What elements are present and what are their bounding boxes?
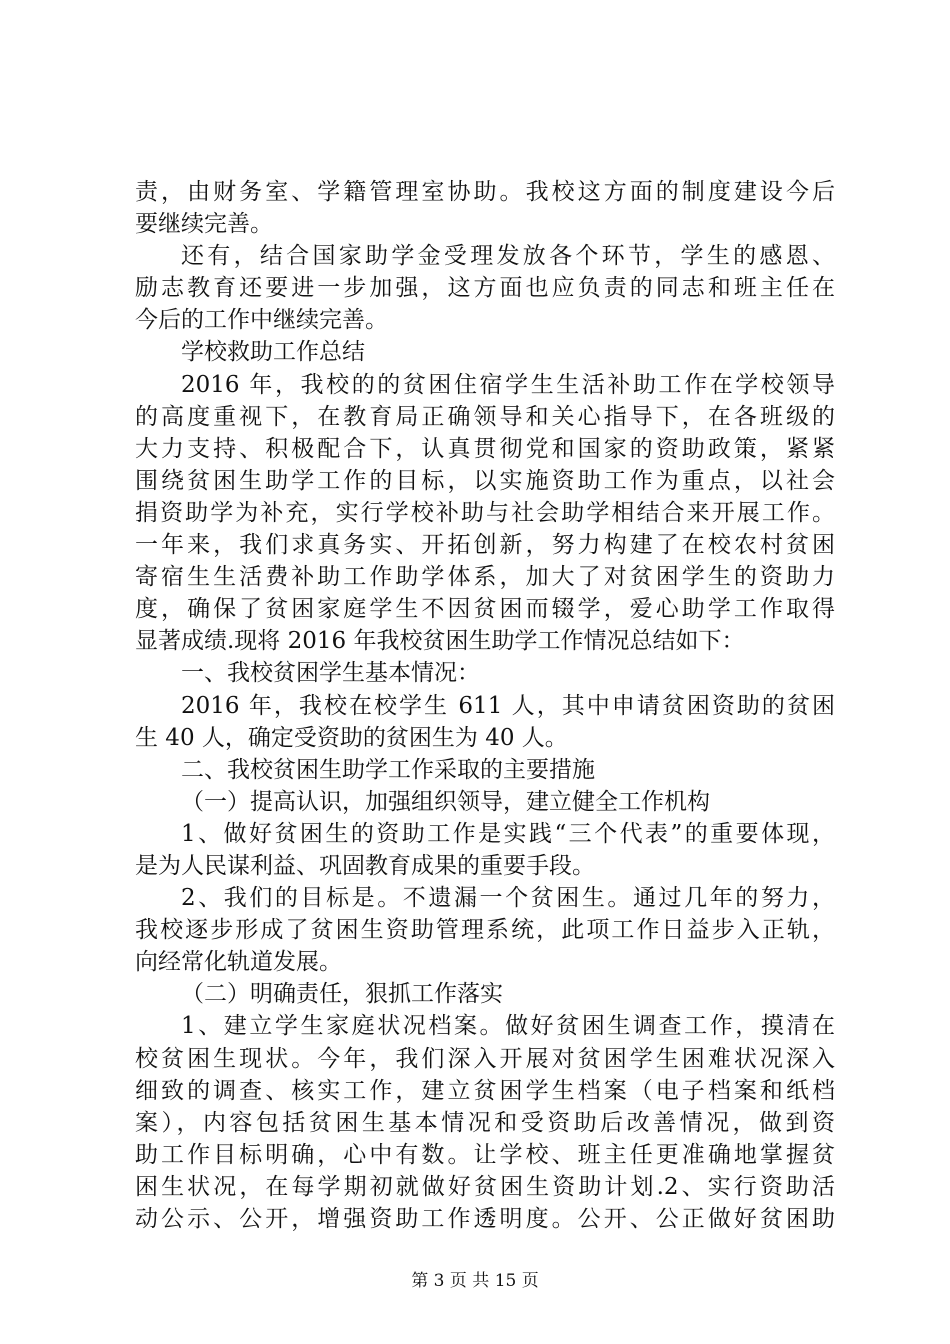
text-line: 还有，结合国家助学金受理发放各个环节，学生的感恩、	[181, 243, 835, 270]
text-line: 助工作目标明确，心中有数。让学校、班主任更准确地掌握贫	[135, 1141, 835, 1168]
text-line: 细致的调查、核实工作，建立贫困学生档案（电子档案和纸档	[135, 1077, 835, 1104]
text-line: 寄宿生生活费补助工作助学体系，加大了对贫困学生的资助力	[135, 564, 835, 591]
text-line: 2016 年，我校在校学生 611 人，其中申请贫困资助的贫困	[181, 692, 835, 719]
text-line: 显著成绩.现将 2016 年我校贫困生助学工作情况总结如下：	[135, 628, 745, 655]
text-line: 是为人民谋利益、巩固教育成果的重要手段。	[135, 852, 595, 879]
text-line: 责，由财务室、学籍管理室协助。我校这方面的制度建设今后	[135, 179, 835, 205]
text-line: 向经常化轨道发展。	[135, 949, 342, 976]
text-line: 度，确保了贫困家庭学生不因贫困而辍学，爱心助学工作取得	[135, 596, 835, 623]
text-line: 案），内容包括贫困生基本情况和受资助后改善情况，做到资	[135, 1109, 835, 1136]
document-body	[135, 176, 835, 1235]
text-line: 2016 年，我校的的贫困住宿学生生活补助工作在学校领导	[181, 371, 835, 398]
text-line: 二、我校贫困生助学工作采取的主要措施	[181, 756, 595, 783]
text-line: 今后的工作中继续完善。	[135, 307, 388, 334]
text-line: 2、我们的目标是。不遗漏一个贫困生。通过几年的努力，	[181, 885, 835, 912]
text-line: 的高度重视下，在教育局正确领导和关心指导下，在各班级的	[135, 403, 835, 430]
text-line: 我校逐步形成了贫困生资助管理系统，此项工作日益步入正轨，	[135, 917, 835, 944]
text-line: （二）明确责任，狠抓工作落实	[181, 981, 503, 1008]
text-line: 励志教育还要进一步加强，这方面也应负责的同志和班主任在	[135, 275, 835, 302]
text-line: 1、建立学生家庭状况档案。做好贫困生调查工作，摸清在	[181, 1013, 835, 1040]
text-line: 生 40 人，确定受资助的贫困生为 40 人。	[135, 724, 568, 751]
text-line: 动公示、公开，增强资助工作透明度。公开、公正做好贫困助	[135, 1206, 835, 1232]
text-line: 捐资助学为补充，实行学校补助与社会助学相结合来开展工作。	[135, 499, 835, 526]
text-line: 要继续完善。	[135, 211, 273, 238]
text-line: 校贫困生现状。今年，我们深入开展对贫困学生困难状况深入	[135, 1045, 835, 1072]
text-line: 困生状况，在每学期初就做好贫困生资助计划.2、实行资助活	[135, 1173, 835, 1200]
text-line: 一年来，我们求真务实、开拓创新，努力构建了在校农村贫困	[135, 532, 835, 559]
page-footer: 第 3 页 共 15 页	[411, 1271, 539, 1291]
text-line: 围绕贫困生助学工作的目标，以实施资助工作为重点，以社会	[135, 467, 835, 494]
text-line: （一）提高认识，加强组织领导，建立健全工作机构	[181, 788, 710, 815]
text-line: 学校救助工作总结	[181, 339, 365, 366]
text-line: 1、做好贫困生的资助工作是实践“三个代表”的重要体现，	[181, 820, 835, 847]
text-line: 大力支持、积极配合下，认真贯彻党和国家的资助政策，紧紧	[135, 435, 835, 462]
text-line: 一、我校贫困学生基本情况：	[181, 660, 480, 687]
